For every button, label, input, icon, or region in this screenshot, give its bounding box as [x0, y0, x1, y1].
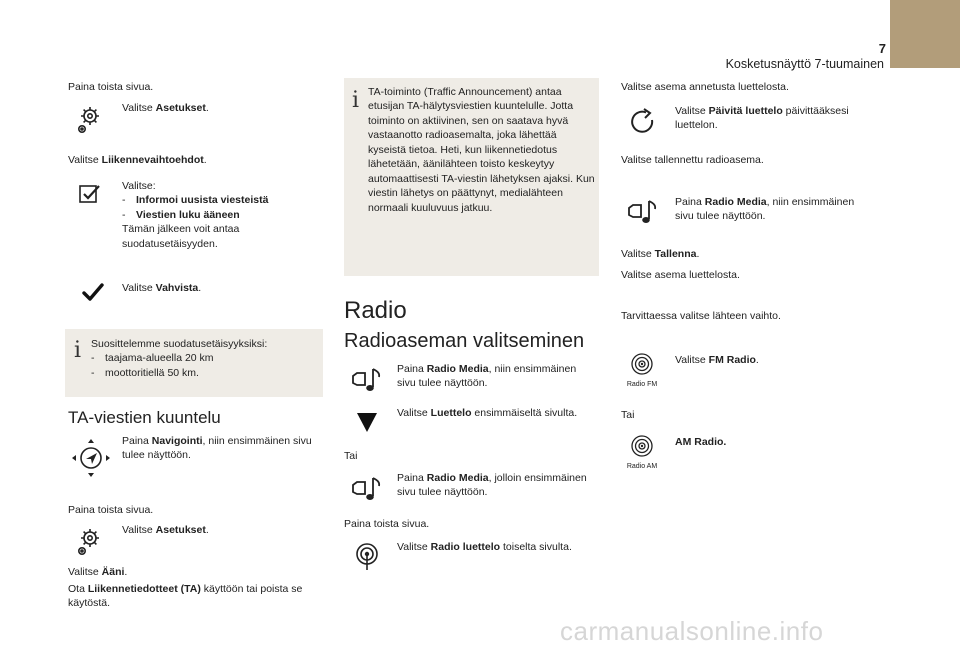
- radio-am-label: Radio AM: [626, 463, 658, 470]
- checkbox-check-icon: [78, 182, 102, 206]
- ta-info-note-text: TA-toiminto (Traffic Announcement) antaa etusijan TA-hälytysviestien kuuntelulle. Jotta toiminto on aktiivinen, sen on saatava hyvä vastaanotto radioasemalta, joka lähettää kyseistä tietoa. Heti, kun liikennetiedotus lähetetään, äänilähteen toisto keskeytyy automaattisesti TA-viestin lähetyksen ajaksi. Kun viestin lähetys on päättynyt, medialähteen normaali kuuluvuus jatkuu.: [368, 86, 595, 214]
- col2-text-6: Valitse Radio luettelo toiselta sivulta.: [397, 541, 572, 553]
- section-title-radio: Radio: [344, 297, 407, 324]
- col1-text-4-after: Tämän jälkeen voit antaa suodatusetäisyyden.: [122, 223, 240, 250]
- col1-text-3: Valitse Liikennevaihtoehdot.: [68, 154, 207, 166]
- col2-text-3: Tai: [344, 450, 358, 462]
- page-number: 7: [878, 41, 886, 56]
- col1-text-4: [122, 179, 302, 251]
- col3-text-7: Tarvittaessa valitse lähteen vaihto.: [621, 310, 781, 322]
- navigation-compass-icon: [70, 437, 112, 479]
- radio-fm-icon: [626, 350, 658, 390]
- col1-text-7: Paina toista sivua.: [68, 504, 154, 516]
- col2-text-5: Paina toista sivua.: [344, 518, 430, 530]
- page-header-title: Kosketusnäyttö 7-tuumainen: [725, 57, 884, 71]
- col1-text-5: Valitse Vahvista.: [122, 282, 202, 294]
- col3-text-3: Valitse tallennettu radioasema.: [621, 154, 764, 166]
- info-icon: i: [74, 338, 82, 363]
- section-title-ta: TA-viestien kuuntelu: [68, 408, 221, 427]
- col1-text-1: Paina toista sivua.: [68, 81, 154, 93]
- list-item: - moottoritiellä 50 km.: [91, 366, 199, 379]
- radio-media-icon: [626, 198, 660, 226]
- col1-text-4-intro: Valitse:: [122, 180, 156, 192]
- info-note-list: [91, 351, 317, 380]
- triangle-down-icon: [355, 410, 379, 434]
- gear-icon: [76, 104, 102, 134]
- page-tab: [890, 0, 960, 68]
- col1-text-2: Valitse Asetukset.: [122, 102, 209, 114]
- col3-text-9: Tai: [621, 409, 635, 421]
- col2-text-2: Valitse Luettelo ensimmäiseltä sivulta.: [397, 407, 578, 419]
- col3-text-6: Valitse asema luettelosta.: [621, 269, 740, 281]
- list-item: - Viestien luku ääneen: [122, 208, 240, 221]
- col3-text-4: Paina Radio Media, niin ensimmäinen sivu tulee näyttöön.: [675, 196, 855, 223]
- section-title-station-select: Radioaseman valitseminen: [344, 330, 585, 352]
- col3-text-1: Valitse asema annetusta luettelosta.: [621, 81, 789, 93]
- col2-text-1: Paina Radio Media, niin ensimmäinen sivu tulee näyttöön.: [397, 363, 577, 390]
- col1-option-list: [122, 193, 302, 222]
- ta-info-note-box: [344, 78, 599, 276]
- info-icon: i: [352, 88, 360, 113]
- col1-text-9: Valitse Ääni.: [68, 566, 128, 578]
- refresh-icon: [628, 108, 658, 138]
- radio-am-icon: [626, 432, 658, 472]
- checkmark-icon: [82, 282, 104, 302]
- col2-text-4: Paina Radio Media, jolloin ensimmäinen sivu tulee näyttöön.: [397, 472, 587, 499]
- radio-media-icon: [350, 366, 384, 394]
- col3-text-10: AM Radio.: [675, 436, 727, 448]
- list-item: - taajama-alueella 20 km: [91, 352, 214, 365]
- col1-text-8: Valitse Asetukset.: [122, 524, 209, 536]
- col3-text-2: Valitse Päivitä luettelo päivittääksesi luettelon.: [675, 105, 849, 132]
- col1-text-10: Ota Liikennetiedotteet (TA) käyttöön tai poista se käytöstä.: [68, 583, 303, 610]
- col3-text-8: Valitse FM Radio.: [675, 354, 759, 366]
- col1-text-6: Paina Navigointi, niin ensimmäinen sivu tulee näyttöön.: [122, 435, 312, 462]
- gear-icon: [76, 526, 102, 556]
- info-note-content: [91, 337, 317, 380]
- list-item: - Informoi uusista viesteistä: [122, 194, 269, 207]
- radio-fm-label: Radio FM: [626, 381, 658, 388]
- info-note-title: Suosittelemme suodatusetäisyyksiksi:: [91, 338, 268, 350]
- radio-signal-icon: [354, 542, 380, 572]
- col3-text-5: Valitse Tallenna.: [621, 248, 700, 260]
- watermark: carmanualsonline.info: [560, 616, 824, 646]
- radio-media-icon: [350, 475, 384, 503]
- info-note-box: [65, 329, 323, 397]
